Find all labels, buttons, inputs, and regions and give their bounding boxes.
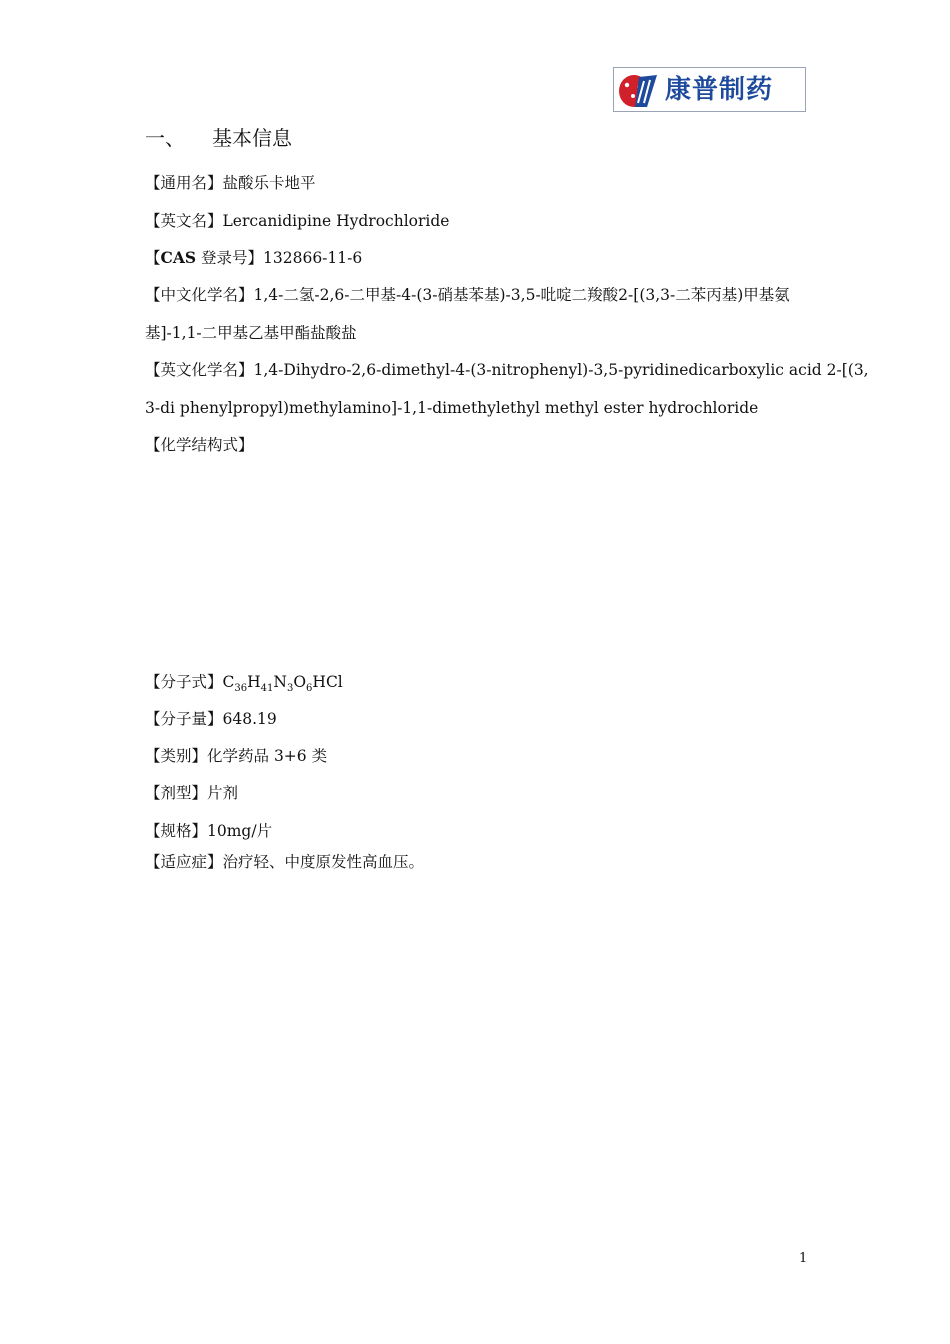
mol-weight-label: 【分子量】 — [145, 710, 223, 728]
mol-weight-value: 648.19 — [222, 710, 277, 728]
formula-row — [145, 673, 343, 695]
company-logo — [613, 67, 806, 112]
cn-chem-name-row — [145, 286, 790, 305]
formula-h: H — [247, 673, 261, 691]
cas-label-rest: 登录号】 — [196, 249, 264, 267]
category-row — [145, 747, 327, 766]
page-number: 1 — [799, 1251, 808, 1266]
formula-o: O — [293, 673, 307, 691]
indication-label: 【适应症】 — [145, 853, 223, 871]
section-title: 基本信息 — [212, 126, 292, 150]
cas-label-cas: CAS — [160, 248, 197, 267]
formula-c: C — [222, 673, 235, 691]
english-name-row — [145, 212, 449, 231]
formula-h-count: 41 — [260, 683, 274, 694]
spec-label: 【规格】 — [145, 822, 208, 840]
logo-emblem-icon — [617, 69, 659, 110]
generic-name-value: 盐酸乐卡地平 — [222, 174, 316, 192]
dosage-form-label: 【剂型】 — [145, 784, 208, 802]
cn-chem-name-row-2 — [145, 324, 357, 343]
spec-row — [145, 822, 272, 841]
formula-n-count: 3 — [286, 683, 294, 694]
cn-chem-name-label: 【中文化学名】 — [145, 286, 254, 304]
category-value: 化学药品 3+6 类 — [207, 747, 328, 765]
dosage-form-value: 片剂 — [207, 784, 239, 802]
structure-label: 【化学结构式】 — [145, 436, 254, 454]
cn-chem-name-value-1: 1,4-二氢-2,6-二甲基-4-(3-硝基苯基)-3,5-吡啶二羧酸2-[(3,3-二苯丙基)甲基氨 — [253, 286, 790, 304]
indication-row — [145, 853, 424, 872]
en-chem-name-row — [145, 361, 869, 380]
cas-row — [145, 249, 362, 268]
generic-name-row — [145, 174, 316, 193]
formula-n: N — [273, 673, 287, 691]
structure-row — [145, 436, 254, 455]
logo-text: 康普制药 — [665, 74, 774, 105]
indication-value: 治疗轻、中度原发性高血压。 — [222, 853, 425, 871]
en-chem-name-label: 【英文化学名】 — [145, 361, 254, 379]
dosage-form-row — [145, 784, 238, 803]
mol-weight-row — [145, 710, 277, 729]
formula-tail: HCl — [312, 673, 343, 691]
english-name-label: 【英文名】 — [145, 212, 223, 230]
category-label: 【类别】 — [145, 747, 208, 765]
cas-label-open: 【 — [145, 249, 161, 267]
cn-chem-name-value-2: 基]-1,1-二甲基乙基甲酯盐酸盐 — [145, 324, 357, 342]
en-chem-name-value-1: 1,4-Dihydro-2,6-dimethyl-4-(3-nitrophenyl)-3,5-pyridinedicarboxylic acid 2-[(3, — [253, 361, 869, 379]
section-number: 一、 — [145, 126, 185, 150]
en-chem-name-value-2: 3-di phenylpropyl)methylamino]-1,1-dimethylethyl methyl ester hydrochloride — [145, 399, 759, 417]
formula-o-count: 6 — [306, 683, 313, 694]
formula-label: 【分子式】 — [145, 673, 223, 691]
spec-value: 10mg/片 — [207, 822, 273, 840]
english-name-value: Lercanidipine Hydrochloride — [222, 212, 450, 230]
section-heading — [145, 122, 292, 151]
formula-c-count: 36 — [234, 683, 248, 694]
en-chem-name-row-2 — [145, 399, 758, 418]
cas-value: 132866-11-6 — [263, 249, 363, 267]
generic-name-label: 【通用名】 — [145, 174, 223, 192]
